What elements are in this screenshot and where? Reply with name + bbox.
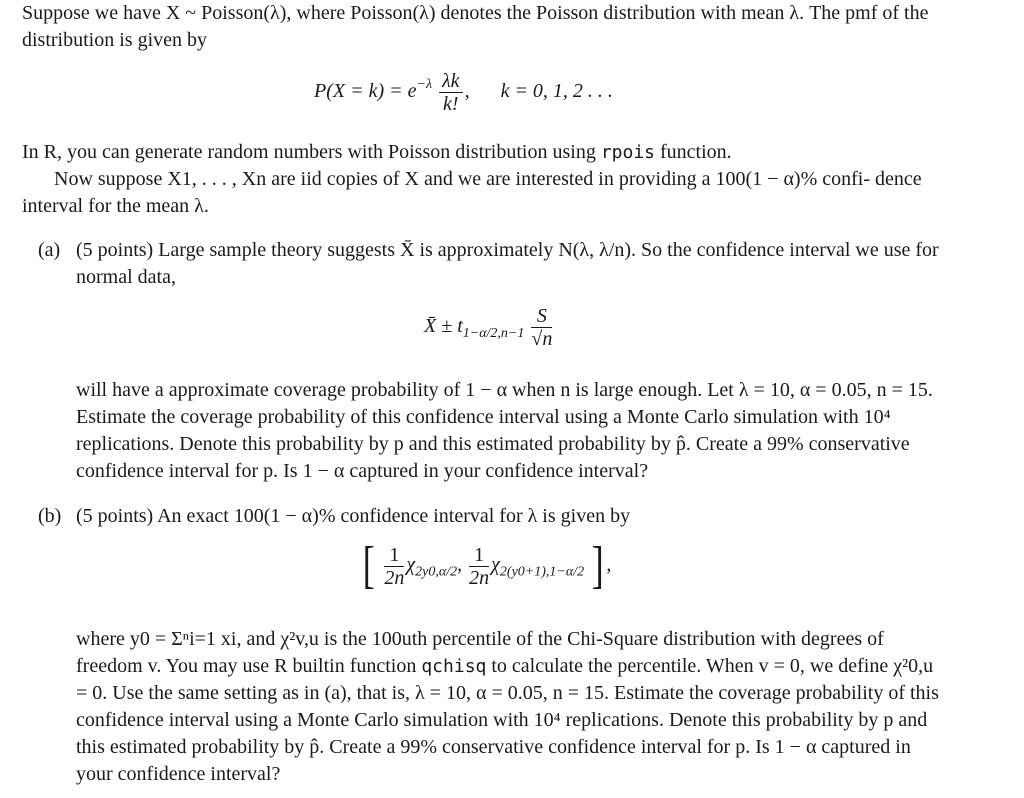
- pmf-exponent: −λ: [416, 77, 433, 93]
- part-a-body: [38, 377, 946, 485]
- part-a-formula-sub: 1−α/2,n−1: [462, 326, 525, 342]
- r-sentence-post: function.: [660, 141, 732, 163]
- part-b-text2-post: to calculate the percentile. When v = 0, we define χ²0,u = 0. Use the same setting as in (a), that is, λ = 10, α = 0.05, n = 15. Estimate the coverage probability of this confidence interval using a Monte Carlo simulation with 10⁴ replications. Denote this probability by p and this estimated probability by p̂. Create a 99% conservative confidence interval for p. Is 1 − α captured in your confidence interval?: [76, 655, 939, 785]
- right-bracket: ]: [591, 537, 604, 594]
- part-b-frac2-num: 1: [469, 544, 489, 567]
- part-a-text1: (5 points) Large sample theory suggests X̄ is approximately N(λ, λ/n). So the confidence interval we use for normal data,: [76, 239, 939, 288]
- part-b-comma-1: ,: [457, 553, 463, 576]
- intro-text: Suppose we have X ~ Poisson(λ), where Poisson(λ) denotes the Poisson distribution with mean λ. The pmf of the distribution is given by: [22, 2, 929, 51]
- part-b-label: (b): [38, 505, 62, 527]
- part-b-text1: (5 points) An exact 100(1 − α)% confidence interval for λ is given by: [76, 505, 631, 527]
- part-a-denominator: √n: [531, 328, 553, 350]
- pmf-denominator: k!: [443, 93, 459, 115]
- chi-2: χ: [491, 553, 500, 576]
- pmf-range: k = 0, 1, 2 . . .: [500, 80, 613, 103]
- part-b-body: [38, 626, 946, 788]
- part-a-formula: [424, 305, 554, 350]
- suppose-text: Now suppose X1, . . . , Xn are iid copies of X and we are interested in providing a 100(1 − α)% confi- dence interval for the mean λ.: [22, 168, 922, 217]
- part-b-text2-pre: where y0 = Σⁿi=1 xi, and χ²v,u is the 100uth percentile of the Chi-Square distribution with degrees of freedom v. You may use R builtin function: [76, 628, 884, 677]
- intro-paragraph: [22, 0, 946, 54]
- part-a-fraction: [531, 305, 552, 350]
- pmf-fraction: [439, 70, 463, 115]
- r-sentence-pre: In R, you can generate random numbers with Poisson distribution using: [22, 141, 596, 163]
- part-a-formula-lhs: X̄ ± t: [424, 315, 463, 338]
- r-sentence: [22, 139, 946, 166]
- qchisq-function: qchisq: [421, 656, 487, 677]
- part-b-frac1-num: 1: [384, 544, 404, 567]
- chi-1: χ: [406, 553, 416, 576]
- part-b-frac1-den: 2n: [384, 566, 405, 589]
- part-a-numerator: S: [531, 305, 552, 328]
- part-b-frac2-den: 2n: [469, 566, 490, 589]
- part-b-formula: [360, 537, 612, 594]
- part-b-fraction-1: [384, 544, 404, 589]
- pmf-formula: $P(X = k) = e^{-\lambda}$ $\frac{\lambda k}{k!}$ , k = 0, 1, 2 . . .: [314, 70, 613, 115]
- chi-1-sub: 2y0,α/2: [415, 564, 458, 580]
- part-b-comma-2: ,: [606, 553, 612, 576]
- suppose-paragraph: [22, 166, 946, 220]
- part-a-text2: will have a approximate coverage probability of 1 − α when n is large enough. Let λ = 10, α = 0.05, n = 15. Estimate the coverage probability of this confidence interval using a Monte Carlo simulation with 10⁴ replications. Denote this probability by p and this estimated probability by p̂. Create a 99% conservative confidence interval for p. Is 1 − α captured in your confidence interval?: [76, 379, 933, 482]
- left-bracket: [: [362, 537, 375, 594]
- part-a-label: (a): [38, 239, 61, 261]
- part-b: [38, 503, 946, 530]
- chi-2-sub: 2(y0+1),1−α/2: [499, 564, 585, 580]
- pmf-numerator: λk: [439, 70, 463, 93]
- part-a: [38, 237, 946, 291]
- part-b-fraction-2: [469, 544, 489, 589]
- rpois-function: rpois: [600, 142, 656, 163]
- pmf-lhs: P(X = k) = e: [314, 80, 417, 103]
